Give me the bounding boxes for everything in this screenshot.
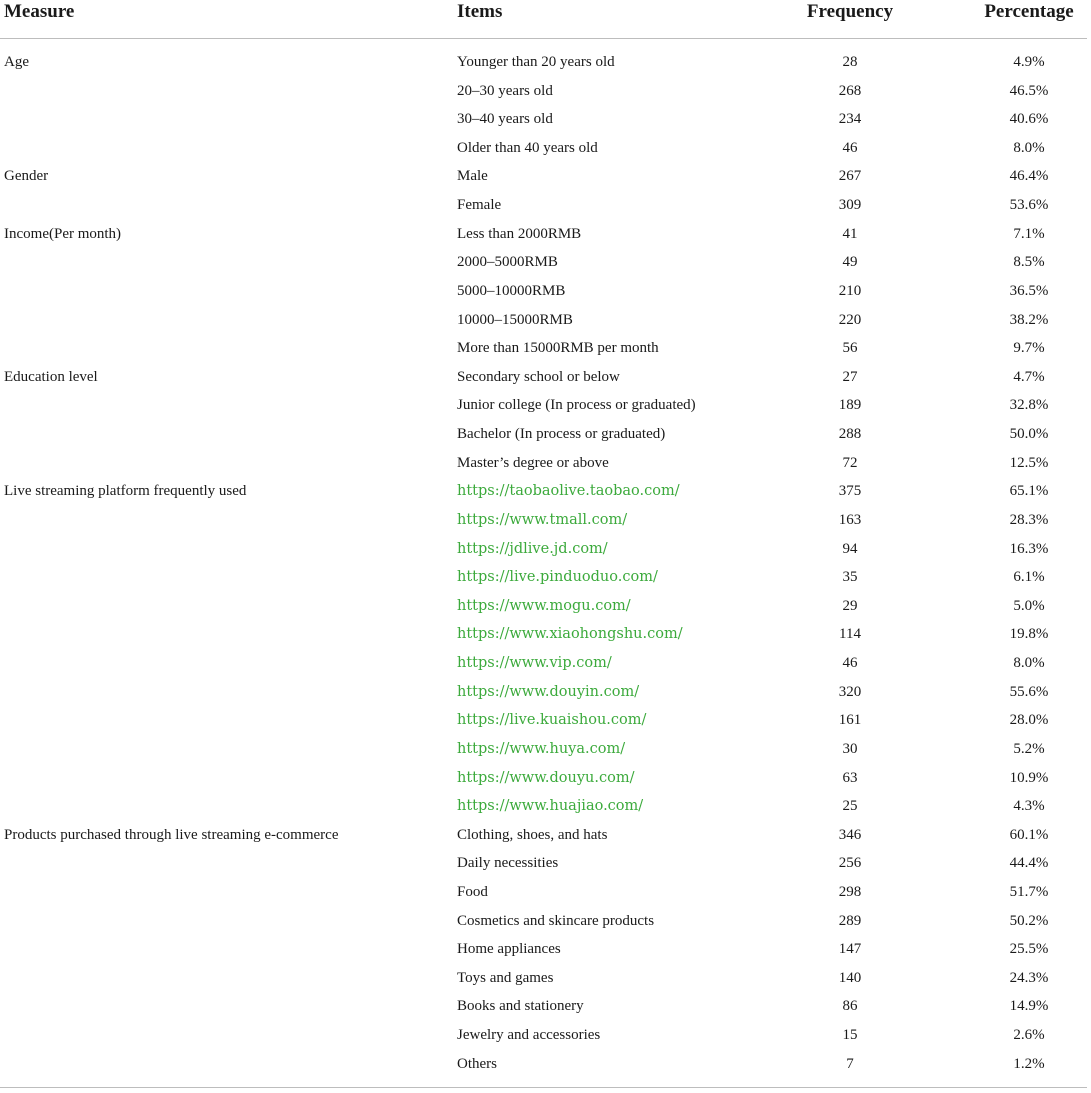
percentage-cell: 8.0% <box>1013 139 1045 156</box>
percentage-cell: 36.5% <box>1009 282 1049 299</box>
item-cell: Toys and games <box>457 969 554 986</box>
frequency-cell: 189 <box>838 397 862 414</box>
item-cell: Younger than 20 years old <box>457 54 615 70</box>
table-row <box>0 277 1091 305</box>
table-row <box>0 162 1091 190</box>
percentage-cell: 55.6% <box>1009 683 1049 700</box>
percentage-cell: 46.5% <box>1009 82 1049 99</box>
item-link[interactable]: https://live.pinduoduo.com/ <box>457 569 658 586</box>
frequency-cell: 35 <box>842 569 858 586</box>
item-cell: 20–30 years old <box>457 82 553 99</box>
item-cell: Others <box>457 1055 497 1072</box>
percentage-cell: 14.9% <box>1009 998 1049 1015</box>
measure-cell: Income(Per month) <box>4 225 122 242</box>
item-link[interactable]: https://www.huya.com/ <box>457 740 626 757</box>
table-row <box>0 48 1091 76</box>
percentage-cell: 50.0% <box>1009 426 1049 443</box>
frequency-cell: 56 <box>842 340 858 357</box>
percentage-cell: 4.9% <box>1013 54 1045 70</box>
percentage-cell: 24.3% <box>1009 969 1049 986</box>
percentage-cell: 10.9% <box>1009 769 1049 786</box>
percentage-cell: 38.2% <box>1009 311 1049 328</box>
percentage-cell: 40.6% <box>1009 111 1049 128</box>
percentage-cell: 65.1% <box>1009 483 1049 500</box>
table-row <box>0 220 1091 248</box>
percentage-cell: 7.1% <box>1013 225 1045 242</box>
frequency-cell: 86 <box>842 998 858 1015</box>
frequency-cell: 163 <box>838 511 862 528</box>
table-row <box>0 849 1091 877</box>
table-row <box>0 1021 1091 1049</box>
table-row <box>0 506 1091 534</box>
percentage-cell: 6.1% <box>1013 569 1045 586</box>
table-row <box>0 420 1091 448</box>
percentage-cell: 53.6% <box>1009 197 1049 214</box>
frequency-cell: 140 <box>838 969 862 986</box>
frequency-cell: 7 <box>846 1055 854 1072</box>
percentage-cell: 44.4% <box>1009 855 1049 872</box>
item-cell: Male <box>457 168 488 185</box>
frequency-cell: 267 <box>838 168 862 185</box>
percentage-cell: 9.7% <box>1013 340 1045 357</box>
item-cell: Daily necessities <box>457 855 559 872</box>
item-cell: More than 15000RMB per month <box>457 340 659 357</box>
percentage-cell: 5.2% <box>1013 740 1045 757</box>
table-row <box>0 907 1091 935</box>
table-row <box>0 391 1091 419</box>
frequency-cell: 41 <box>842 225 858 242</box>
percentage-cell: 51.7% <box>1009 883 1049 900</box>
percentage-cell: 28.3% <box>1009 511 1049 528</box>
frequency-cell: 346 <box>838 826 862 843</box>
frequency-cell: 29 <box>842 597 858 614</box>
frequency-cell: 25 <box>842 798 858 815</box>
frequency-cell: 298 <box>838 883 862 900</box>
item-link[interactable]: https://live.kuaishou.com/ <box>457 712 647 729</box>
percentage-cell: 12.5% <box>1009 454 1049 471</box>
frequency-cell: 289 <box>838 912 862 929</box>
table-row <box>0 134 1091 162</box>
frequency-cell: 256 <box>838 855 862 872</box>
measure-cell: Gender <box>4 168 49 185</box>
header-rule <box>0 38 1087 39</box>
percentage-cell: 5.0% <box>1013 597 1045 614</box>
item-cell: 2000–5000RMB <box>457 254 558 271</box>
percentage-cell: 60.1% <box>1009 826 1049 843</box>
item-cell: Bachelor (In process or graduated) <box>457 426 666 443</box>
item-cell: Junior college (In process or graduated) <box>457 397 696 414</box>
item-cell: Clothing, shoes, and hats <box>457 826 608 843</box>
item-cell: Books and stationery <box>457 998 584 1015</box>
frequency-cell: 30 <box>842 740 858 757</box>
item-link[interactable]: https://www.huajiao.com/ <box>457 798 644 815</box>
item-cell: Less than 2000RMB <box>457 225 582 242</box>
frequency-cell: 46 <box>842 655 858 672</box>
item-cell: Master’s degree or above <box>457 454 609 471</box>
item-cell: 5000–10000RMB <box>457 282 566 299</box>
table-row <box>0 563 1091 591</box>
table-row <box>0 77 1091 105</box>
table-row <box>0 878 1091 906</box>
item-link[interactable]: https://www.douyu.com/ <box>457 769 635 786</box>
item-cell: Jewelry and accessories <box>457 1027 601 1044</box>
percentage-cell: 28.0% <box>1009 712 1049 729</box>
frequency-cell: 234 <box>838 111 862 128</box>
table-row <box>0 477 1091 505</box>
table-row <box>0 592 1091 620</box>
measure-cell: Live streaming platform frequently used <box>4 483 247 500</box>
item-cell: Food <box>457 883 488 900</box>
item-cell: Secondary school or below <box>457 368 620 385</box>
table-row <box>0 735 1091 763</box>
percentage-cell: 1.2% <box>1013 1055 1045 1072</box>
item-link[interactable]: https://jdlive.jd.com/ <box>457 540 608 557</box>
table-row <box>0 821 1091 849</box>
frequency-cell: 94 <box>842 540 858 557</box>
item-cell: Cosmetics and skincare products <box>457 912 655 929</box>
percentage-cell: 16.3% <box>1009 540 1049 557</box>
frequency-cell: 268 <box>838 82 862 99</box>
header-measure: Measure <box>4 1 75 22</box>
table-row <box>0 764 1091 792</box>
frequency-cell: 46 <box>842 139 858 156</box>
table-row <box>0 191 1091 219</box>
percentage-cell: 32.8% <box>1009 397 1049 414</box>
percentage-cell: 50.2% <box>1009 912 1049 929</box>
table-row <box>0 620 1091 648</box>
item-link[interactable]: https://www.tmall.com/ <box>457 511 628 528</box>
table-row <box>0 334 1091 362</box>
frequency-cell: 375 <box>838 483 862 500</box>
percentage-cell: 2.6% <box>1013 1027 1045 1044</box>
table-row <box>0 363 1091 391</box>
percentage-cell: 4.3% <box>1013 798 1045 815</box>
table-row <box>0 792 1091 820</box>
table-row <box>0 964 1091 992</box>
frequency-cell: 27 <box>842 368 858 385</box>
measure-cell: Products purchased through live streaming e-commerce <box>4 826 339 843</box>
table-row <box>0 1050 1091 1078</box>
frequency-cell: 288 <box>838 426 862 443</box>
frequency-cell: 72 <box>842 454 858 471</box>
item-cell: Female <box>457 197 502 214</box>
percentage-cell: 8.0% <box>1013 655 1045 672</box>
item-link[interactable]: https://www.douyin.com/ <box>457 683 640 700</box>
item-link[interactable]: https://taobaolive.taobao.com/ <box>457 483 680 500</box>
table-row <box>0 935 1091 963</box>
item-cell: Older than 40 years old <box>457 139 598 156</box>
table-row <box>0 992 1091 1020</box>
frequency-cell: 15 <box>842 1027 858 1044</box>
frequency-cell: 210 <box>838 282 862 299</box>
frequency-cell: 161 <box>838 712 862 729</box>
table-row <box>0 306 1091 334</box>
frequency-cell: 63 <box>842 769 858 786</box>
item-link[interactable]: https://www.xiaohongshu.com/ <box>457 626 683 643</box>
item-cell: 30–40 years old <box>457 111 553 128</box>
table-row <box>0 678 1091 706</box>
bottom-rule <box>0 1087 1087 1088</box>
item-link[interactable]: https://www.vip.com/ <box>457 655 612 672</box>
percentage-cell: 8.5% <box>1013 254 1045 271</box>
frequency-cell: 309 <box>838 197 862 214</box>
frequency-cell: 320 <box>838 683 862 700</box>
table-row <box>0 105 1091 133</box>
percentage-cell: 19.8% <box>1009 626 1049 643</box>
frequency-cell: 28 <box>842 54 858 70</box>
table-row <box>0 449 1091 477</box>
table-row <box>0 248 1091 276</box>
table-row <box>0 706 1091 734</box>
frequency-cell: 49 <box>842 254 858 271</box>
percentage-cell: 46.4% <box>1009 168 1049 185</box>
frequency-cell: 220 <box>838 311 862 328</box>
header-frequency: Frequency <box>806 1 894 22</box>
table-row <box>0 649 1091 677</box>
header-percentage: Percentage <box>984 1 1074 22</box>
percentage-cell: 25.5% <box>1009 941 1049 958</box>
frequency-cell: 114 <box>839 626 861 643</box>
item-link[interactable]: https://www.mogu.com/ <box>457 597 631 614</box>
measure-cell: Age <box>4 54 29 70</box>
header-items: Items <box>457 1 503 22</box>
percentage-cell: 4.7% <box>1013 368 1045 385</box>
table-row <box>0 535 1091 563</box>
measure-cell: Education level <box>4 368 98 385</box>
item-cell: Home appliances <box>457 941 561 958</box>
frequency-cell: 147 <box>838 941 862 958</box>
item-cell: 10000–15000RMB <box>457 311 573 328</box>
